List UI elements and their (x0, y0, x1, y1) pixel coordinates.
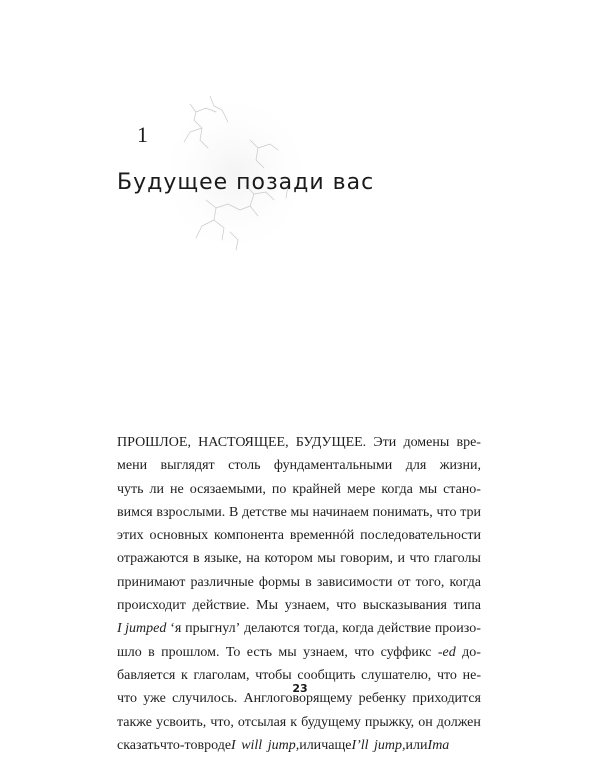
word: что (336, 598, 357, 614)
word: мере (347, 481, 376, 497)
word: что (117, 691, 137, 707)
word: мы (317, 551, 336, 567)
word: не (170, 481, 184, 497)
word: ПРОШЛОЕ, (117, 435, 191, 450)
word: столь (228, 458, 261, 474)
text-line (117, 524, 481, 547)
word: БУДУЩЕЕ. (295, 435, 367, 450)
word: домены (403, 435, 450, 450)
word: Мы (256, 598, 279, 614)
text-line (117, 594, 481, 617)
word: бавляется (117, 667, 176, 683)
word: от (397, 574, 411, 590)
word: случилось. (172, 691, 238, 707)
text-line (117, 734, 481, 757)
word: прошлом. (161, 644, 220, 660)
word: также (117, 714, 153, 730)
word: для (405, 458, 427, 474)
word: сообщить (297, 667, 356, 683)
text-line (117, 478, 481, 501)
word: сказать (117, 737, 160, 753)
word: и (397, 551, 405, 567)
word: чуть (117, 481, 144, 497)
word: начинаем (312, 504, 369, 520)
word: уже (143, 691, 166, 707)
word: говорим, (340, 551, 393, 567)
chapter-number: 1 (137, 122, 149, 147)
word: этих (117, 528, 144, 544)
word: мы (418, 481, 438, 497)
word: формы (258, 574, 301, 590)
word: отсылая (237, 714, 287, 730)
word: суффикс (380, 644, 432, 660)
italic-word: Ima (427, 737, 450, 753)
word: глаголам, (193, 667, 250, 683)
word: к (181, 667, 188, 683)
word: произо- (434, 621, 481, 637)
word: делаются (244, 621, 300, 637)
word: типа (453, 598, 481, 614)
word: в (305, 574, 312, 590)
word: Англоговорящему (243, 691, 353, 707)
page-number: 23 (292, 682, 308, 695)
word: что-то (159, 737, 198, 753)
word: что (354, 644, 375, 660)
word: действие. (192, 598, 250, 614)
word: усвоить, (156, 714, 207, 730)
text-line (117, 431, 481, 454)
text-line (117, 501, 481, 524)
word: до- (462, 644, 481, 660)
word: основных (149, 528, 209, 544)
word: что (436, 667, 457, 683)
word: тогда, (303, 621, 339, 637)
word: в (148, 644, 155, 660)
word: приходится (412, 691, 481, 707)
word: когда (342, 621, 374, 637)
word: мы (290, 504, 309, 520)
word: или (299, 737, 322, 753)
word: языке, (204, 551, 242, 567)
word: НАСТОЯЩЕЕ, (198, 435, 289, 450)
body-text (117, 431, 481, 757)
word: вре- (456, 435, 481, 450)
word: три (460, 504, 481, 520)
word: различные (190, 574, 254, 590)
text-line (117, 454, 481, 477)
word: когда (449, 574, 481, 590)
italic-word: I’ll jump, (351, 737, 406, 753)
word: того, (415, 574, 445, 590)
word: ‘я (170, 621, 182, 637)
word: В (229, 504, 239, 520)
word: в (192, 551, 200, 567)
word: временнóй (289, 528, 355, 544)
word: не- (462, 667, 481, 683)
word: мы (278, 644, 297, 660)
word: компонента (214, 528, 284, 544)
word: прыгнул’ (185, 621, 241, 637)
text-line (117, 617, 481, 640)
word: отражаются (117, 551, 189, 567)
word: мени (117, 458, 148, 474)
text-line (117, 641, 481, 664)
word: принимают (117, 574, 186, 590)
word: шло (117, 644, 142, 660)
text-line (117, 547, 481, 570)
word: происходит (117, 598, 186, 614)
text-line (117, 571, 481, 594)
word: он (418, 714, 433, 730)
word: или (405, 737, 428, 753)
word: глаголы (434, 551, 481, 567)
chapter-title: Будущее позади вас (117, 170, 375, 195)
word: зависимости (316, 574, 393, 590)
word: вимся (117, 504, 153, 520)
word: крайней (292, 481, 342, 497)
word: что (409, 551, 430, 567)
word: что (436, 504, 457, 520)
word: стано- (443, 481, 481, 497)
word: осязаемыми, (189, 481, 266, 497)
word: чаще (321, 737, 352, 753)
word: должен (436, 714, 481, 730)
word: будущему (301, 714, 361, 730)
word: ребенку (358, 691, 407, 707)
word: к (290, 714, 298, 730)
word: слушателю, (361, 667, 432, 683)
word: Эти (373, 435, 397, 450)
word: на (246, 551, 260, 567)
text-line (117, 711, 481, 734)
word: выглядят (160, 458, 215, 474)
word: последовательности (360, 528, 481, 544)
word: фундаментальными (273, 458, 393, 474)
word: вроде (197, 737, 232, 753)
word: взрослыми. (156, 504, 226, 520)
word: узнаем, (284, 598, 330, 614)
word: узнаем, (303, 644, 348, 660)
italic-word: -ed (437, 644, 456, 660)
word: ли (149, 481, 165, 497)
word: что, (210, 714, 234, 730)
italic-word: I will jump, (231, 737, 300, 753)
word: высказывания (362, 598, 447, 614)
word: котором (264, 551, 313, 567)
word: чтобы (255, 667, 292, 683)
word: То (225, 644, 241, 660)
italic-word: I jumped (117, 621, 167, 637)
word: понимать, (372, 504, 433, 520)
word: детстве (242, 504, 287, 520)
word: есть (246, 644, 273, 660)
word: когда (381, 481, 413, 497)
word: по (271, 481, 287, 497)
word: действие (377, 621, 432, 637)
word: прыжку, (364, 714, 415, 730)
word: жизни, (439, 458, 481, 474)
